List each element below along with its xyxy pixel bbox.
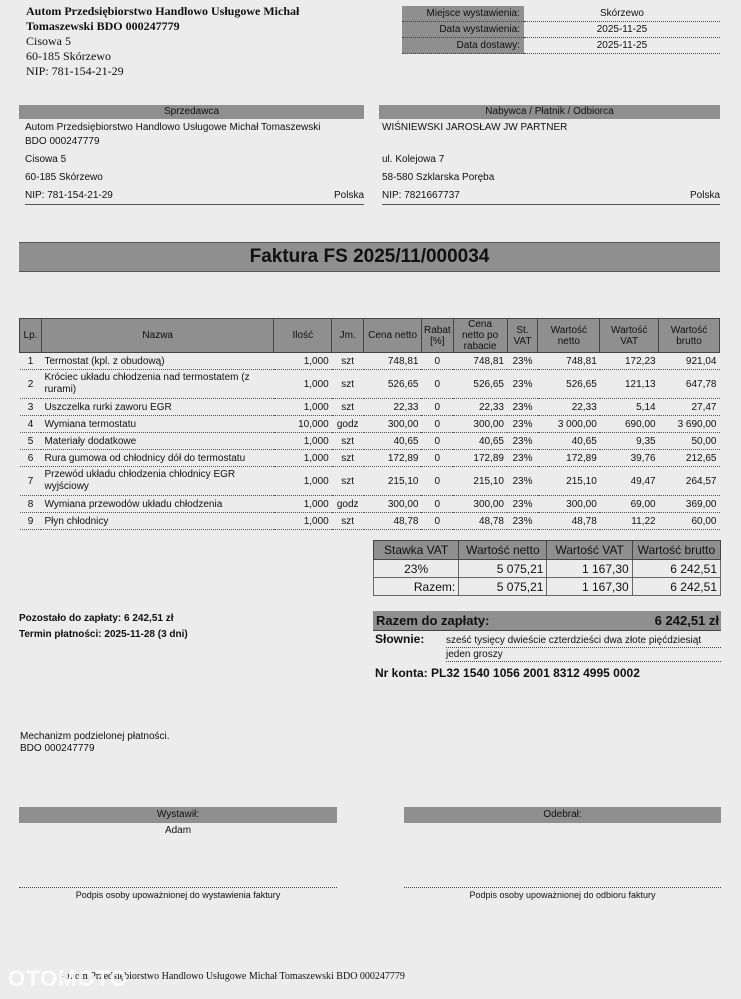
- table-row: [20, 467, 720, 496]
- item-gross-value: 3 690,00: [659, 416, 720, 433]
- buyer-name: WIŚNIEWSKI JAROSŁAW JW PARTNER: [382, 122, 568, 133]
- item-discount: 0: [421, 467, 453, 496]
- meta-value: 2025-11-25: [524, 38, 720, 54]
- vat-gross: 6 242,51: [632, 560, 720, 578]
- item-net-value: 300,00: [538, 496, 600, 513]
- item-net-after: 300,00: [453, 496, 507, 513]
- item-unit: szt: [332, 370, 364, 399]
- item-net-after: 172,89: [453, 450, 507, 467]
- col-gross-value: Wartość brutto: [659, 319, 720, 353]
- item-unit: godz: [332, 416, 364, 433]
- meta-label: Miejsce wystawienia:: [402, 6, 524, 22]
- split-payment-note: [20, 731, 170, 755]
- item-net-price: 300,00: [364, 496, 422, 513]
- meta-value: 2025-11-25: [524, 22, 720, 38]
- item-vat-rate: 23%: [507, 370, 538, 399]
- item-discount: 0: [421, 513, 453, 530]
- item-net-price: 172,89: [364, 450, 422, 467]
- item-vat-value: 690,00: [600, 416, 659, 433]
- item-lp: 7: [20, 467, 42, 496]
- item-discount: 0: [421, 496, 453, 513]
- item-lp: 2: [20, 370, 42, 399]
- buyer-heading: Nabywca / Płatnik / Odbiorca: [379, 105, 720, 119]
- words-line1: sześć tysięcy dwieście czterdzieści dwa złote pięćdziesiąt: [446, 634, 721, 648]
- vat-col-gross: Wartość brutto: [632, 541, 720, 560]
- item-unit: szt: [332, 450, 364, 467]
- item-vat-rate: 23%: [507, 496, 538, 513]
- total-due-bar: [373, 611, 721, 631]
- item-net-value: 526,65: [538, 370, 600, 399]
- item-name: Przewód układu chłodzenia chłodnicy EGR wyjściowy: [41, 467, 273, 496]
- vat-row: [374, 560, 721, 578]
- item-vat-value: 121,13: [600, 370, 659, 399]
- item-discount: 0: [421, 450, 453, 467]
- item-unit: godz: [332, 496, 364, 513]
- vat-total-label: Razem:: [374, 578, 459, 596]
- item-qty: 1,000: [274, 496, 332, 513]
- issuer-name-line2: Tomaszewski BDO 000247779: [26, 19, 180, 33]
- item-net-value: 748,81: [538, 353, 600, 370]
- item-net-price: 526,65: [364, 370, 422, 399]
- item-lp: 8: [20, 496, 42, 513]
- item-vat-value: 11,22: [600, 513, 659, 530]
- item-qty: 1,000: [274, 513, 332, 530]
- receiver-signature-caption: Podpis osoby upoważnionej do odbioru faktury: [469, 890, 656, 900]
- vat-header-row: [374, 541, 721, 560]
- table-row: [20, 370, 720, 399]
- issuer-block: [26, 4, 356, 79]
- seller-block: [19, 105, 364, 205]
- item-qty: 1,000: [274, 370, 332, 399]
- vat-rate: 23%: [374, 560, 459, 578]
- item-vat-rate: 23%: [507, 353, 538, 370]
- buyer-city: 58-580 Szklarska Poręba: [382, 172, 495, 183]
- item-gross-value: 369,00: [659, 496, 720, 513]
- item-vat-rate: 23%: [507, 450, 538, 467]
- item-discount: 0: [421, 370, 453, 399]
- item-gross-value: 264,57: [659, 467, 720, 496]
- item-net-after: 40,65: [453, 433, 507, 450]
- item-net-after: 215,10: [453, 467, 507, 496]
- item-vat-rate: 23%: [507, 433, 538, 450]
- item-net-price: 215,10: [364, 467, 422, 496]
- item-vat-rate: 23%: [507, 467, 538, 496]
- item-name: Rura gumowa od chłodnicy dół do termostatu: [41, 450, 273, 467]
- item-net-after: 526,65: [453, 370, 507, 399]
- item-unit: szt: [332, 433, 364, 450]
- item-name: Wymiana termostatu: [41, 416, 273, 433]
- vat-net: 5 075,21: [459, 560, 547, 578]
- item-net-price: 300,00: [364, 416, 422, 433]
- item-lp: 1: [20, 353, 42, 370]
- payment-term: Termin płatności: 2025-11-28 (3 dni): [19, 629, 188, 640]
- item-qty: 10,000: [274, 416, 332, 433]
- issuer-name-line1: Autom Przedsiębiorstwo Handlowo Usługowe Michał: [26, 4, 300, 18]
- item-qty: 1,000: [274, 433, 332, 450]
- table-row: [20, 353, 720, 370]
- vat-col-net: Wartość netto: [459, 541, 547, 560]
- meta-value: Skórzewo: [524, 6, 720, 22]
- item-unit: szt: [332, 467, 364, 496]
- bdo-number: BDO 000247779: [20, 743, 95, 754]
- col-net-after: Cena netto po rabacie: [453, 319, 507, 353]
- item-lp: 6: [20, 450, 42, 467]
- footer-text: Autom Przedsiębiorstwo Handlowo Usługowe Michał Tomaszewski BDO 000247779: [60, 971, 405, 982]
- vat-col-rate: Stawka VAT: [374, 541, 459, 560]
- issuer-signature-caption: Podpis osoby upoważnionej do wystawienia faktury: [75, 890, 281, 900]
- buyer-nip: NIP: 7821667737: [382, 190, 460, 201]
- item-gross-value: 921,04: [659, 353, 720, 370]
- item-vat-value: 5,14: [600, 399, 659, 416]
- items-table: [19, 318, 720, 530]
- table-row: [20, 416, 720, 433]
- item-net-value: 3 000,00: [538, 416, 600, 433]
- item-net-value: 172,89: [538, 450, 600, 467]
- vat-vat: 1 167,30: [547, 560, 632, 578]
- item-name: Termostat (kpl. z obudową): [41, 353, 273, 370]
- issued-by-bar: Wystawił:: [19, 807, 337, 823]
- col-lp: Lp.: [20, 319, 42, 353]
- col-net-price: Cena netto: [364, 319, 422, 353]
- item-net-price: 48,78: [364, 513, 422, 530]
- words-line2: jeden groszy: [446, 648, 721, 662]
- item-vat-rate: 23%: [507, 399, 538, 416]
- seller-heading: Sprzedawca: [19, 105, 364, 119]
- item-net-value: 48,78: [538, 513, 600, 530]
- item-discount: 0: [421, 433, 453, 450]
- issued-by-name: Adam: [164, 825, 192, 836]
- item-unit: szt: [332, 399, 364, 416]
- item-vat-value: 39,76: [600, 450, 659, 467]
- item-net-value: 22,33: [538, 399, 600, 416]
- item-net-price: 748,81: [364, 353, 422, 370]
- item-qty: 1,000: [274, 450, 332, 467]
- item-name: Uszczelka rurki zaworu EGR: [41, 399, 273, 416]
- issuer-signature-line: [19, 887, 337, 888]
- table-row: [20, 496, 720, 513]
- received-by-bar: Odebrał:: [404, 807, 721, 823]
- receiver-signature-line: [404, 887, 721, 888]
- col-vat-rate: St. VAT: [507, 319, 538, 353]
- item-discount: 0: [421, 416, 453, 433]
- buyer-street: ul. Kolejowa 7: [382, 154, 445, 165]
- item-net-price: 22,33: [364, 399, 422, 416]
- item-vat-rate: 23%: [507, 513, 538, 530]
- item-name: Materiały dodatkowe: [41, 433, 273, 450]
- item-lp: 4: [20, 416, 42, 433]
- items-header-row: [20, 319, 720, 353]
- col-vat-value: Wartość VAT: [600, 319, 659, 353]
- item-lp: 3: [20, 399, 42, 416]
- item-gross-value: 50,00: [659, 433, 720, 450]
- table-row: [20, 433, 720, 450]
- item-gross-value: 647,78: [659, 370, 720, 399]
- item-vat-value: 49,47: [600, 467, 659, 496]
- item-net-value: 40,65: [538, 433, 600, 450]
- item-net-after: 300,00: [453, 416, 507, 433]
- item-net-value: 215,10: [538, 467, 600, 496]
- item-vat-value: 172,23: [600, 353, 659, 370]
- meta-label: Data dostawy:: [402, 38, 524, 54]
- split-payment-text: Mechanizm podzielonej płatności.: [20, 731, 170, 742]
- item-net-after: 48,78: [453, 513, 507, 530]
- item-name: Wymiana przewodów układu chłodzenia: [41, 496, 273, 513]
- total-due-label: Razem do zapłaty:: [376, 613, 490, 628]
- col-discount: Rabat [%]: [421, 319, 453, 353]
- seller-city: 60-185 Skórzewo: [25, 172, 103, 183]
- item-lp: 5: [20, 433, 42, 450]
- item-name: Płyn chłodnicy: [41, 513, 273, 530]
- words-label: Słownie:: [375, 632, 425, 646]
- issuer-street: Cisowa 5: [26, 34, 71, 48]
- total-due-value: 6 242,51 zł: [654, 613, 719, 628]
- issuer-nip: NIP: 781-154-21-29: [26, 64, 124, 78]
- vat-total-vat: 1 167,30: [547, 578, 632, 596]
- seller-country: Polska: [333, 190, 364, 201]
- item-discount: 0: [421, 399, 453, 416]
- item-unit: szt: [332, 513, 364, 530]
- col-name: Nazwa: [41, 319, 273, 353]
- item-qty: 1,000: [274, 467, 332, 496]
- buyer-block: [379, 105, 720, 205]
- bank-account: Nr konta: PL32 1540 1056 2001 8312 4995 0002: [375, 666, 640, 680]
- vat-col-vat: Wartość VAT: [547, 541, 632, 560]
- seller-name-line1: Autom Przedsiębiorstwo Handlowo Usługowe Michał Tomaszewski: [25, 122, 321, 133]
- item-gross-value: 212,65: [659, 450, 720, 467]
- table-row: [20, 450, 720, 467]
- invoice-title: Faktura FS 2025/11/000034: [19, 242, 720, 272]
- table-row: [20, 513, 720, 530]
- item-vat-rate: 23%: [507, 416, 538, 433]
- watermark-logo: OTOMOTO: [8, 966, 128, 991]
- col-qty: Ilość: [274, 319, 332, 353]
- item-lp: 9: [20, 513, 42, 530]
- col-net-value: Wartość netto: [538, 319, 600, 353]
- invoice-meta: [402, 6, 720, 54]
- item-net-price: 40,65: [364, 433, 422, 450]
- vat-summary-table: [373, 540, 721, 596]
- remaining-amount: Pozostało do zapłaty: 6 242,51 zł: [19, 613, 174, 624]
- seller-street: Cisowa 5: [25, 154, 67, 165]
- item-unit: szt: [332, 353, 364, 370]
- col-unit: Jm.: [332, 319, 364, 353]
- buyer-country: Polska: [689, 190, 720, 201]
- item-qty: 1,000: [274, 353, 332, 370]
- table-row: [20, 399, 720, 416]
- item-net-after: 748,81: [453, 353, 507, 370]
- item-gross-value: 60,00: [659, 513, 720, 530]
- issuer-city: 60-185 Skórzewo: [26, 49, 111, 63]
- item-discount: 0: [421, 353, 453, 370]
- vat-total-gross: 6 242,51: [632, 578, 720, 596]
- vat-total-row: [374, 578, 721, 596]
- item-vat-value: 9,35: [600, 433, 659, 450]
- item-qty: 1,000: [274, 399, 332, 416]
- item-vat-value: 69,00: [600, 496, 659, 513]
- item-net-after: 22,33: [453, 399, 507, 416]
- seller-name-line2: BDO 000247779: [25, 136, 100, 147]
- item-name: Króciec układu chłodzenia nad termostatem (z rurami): [41, 370, 273, 399]
- item-gross-value: 27,47: [659, 399, 720, 416]
- meta-label: Data wystawienia:: [402, 22, 524, 38]
- vat-total-net: 5 075,21: [459, 578, 547, 596]
- seller-nip: NIP: 781-154-21-29: [25, 190, 113, 201]
